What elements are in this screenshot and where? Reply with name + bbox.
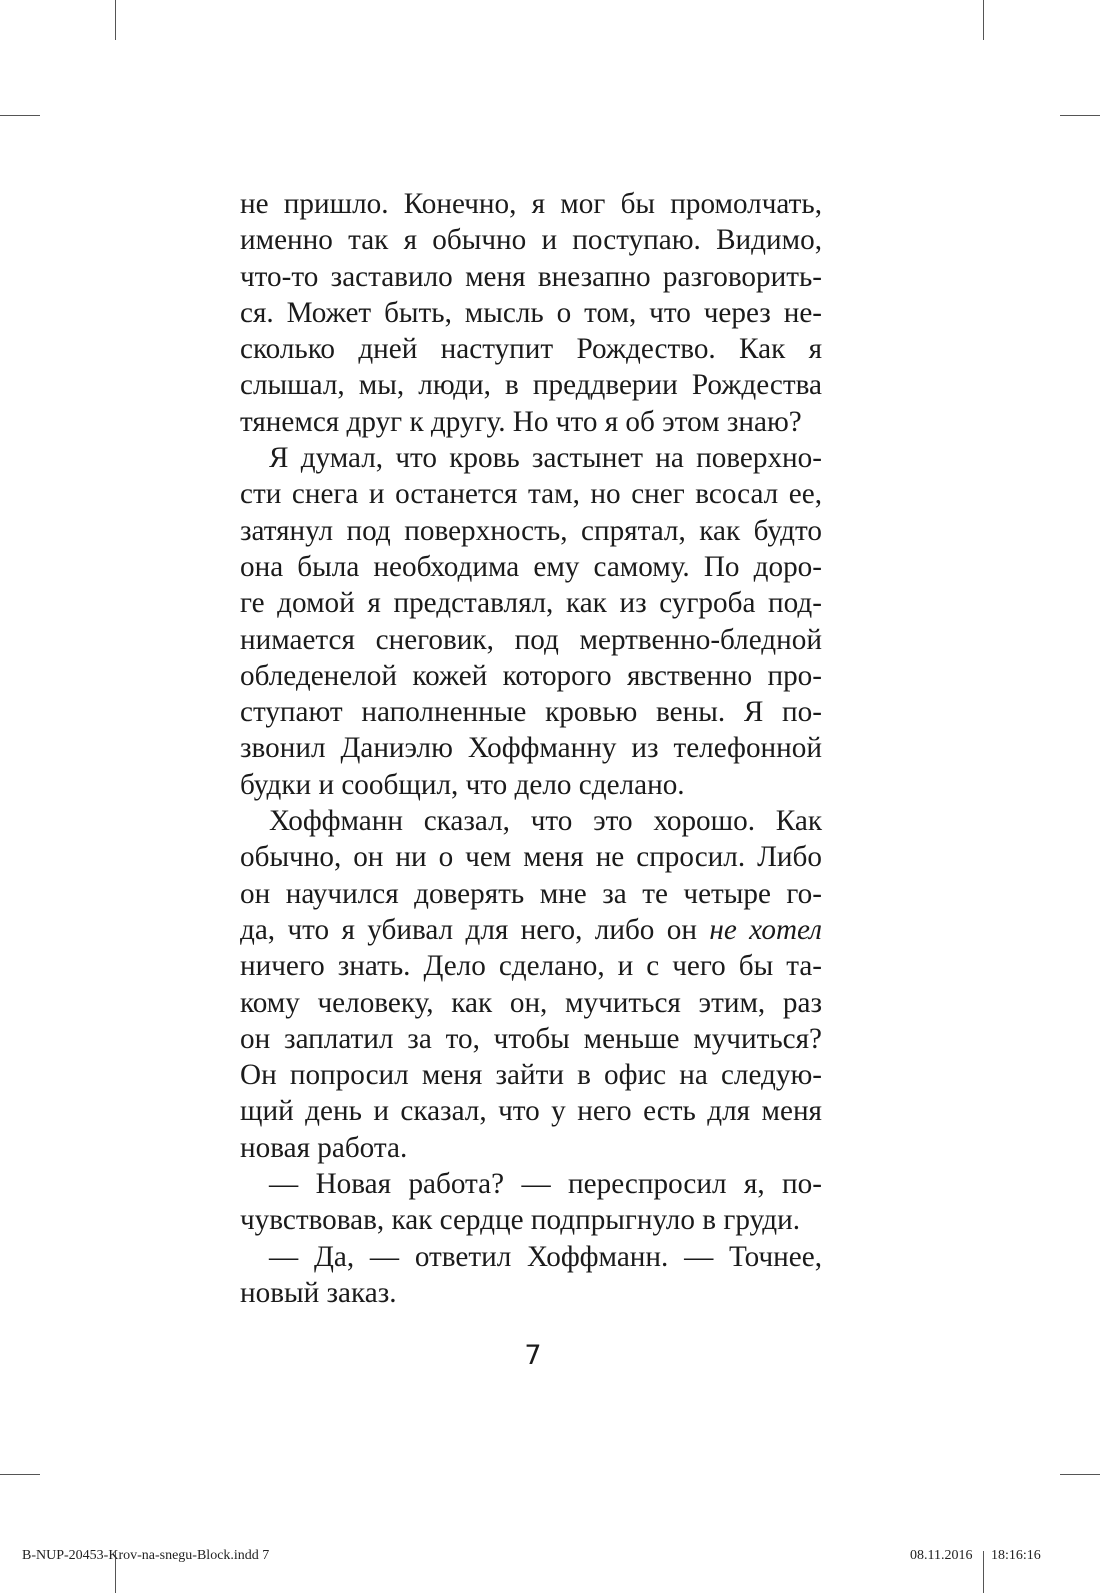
slug-time: 18:16:16: [991, 1548, 1041, 1563]
text-line: сколько дней наступит Рождество. Как я: [240, 333, 822, 366]
text-line: обычно, он ни о чем меня не спросил. Либо: [240, 841, 822, 874]
text-line: нимается снеговик, под мертвенно-бледной: [240, 623, 822, 656]
dialogue-line: чувствовав, как сердце подпрыгнуло в груди.: [240, 1204, 801, 1237]
text-line: Хоффманн сказал, что это хорошо. Как: [269, 805, 822, 838]
text-line: затянул под поверхность, спрятал, как будто: [240, 514, 822, 547]
body-text: [240, 186, 822, 1311]
crop-mark-bottom-right-horizontal: [1060, 1474, 1100, 1475]
crop-mark-bottom-left-horizontal: [0, 1474, 40, 1475]
text-line: Он попросил меня зайти в офис на следую-: [240, 1059, 822, 1092]
text-line: новая работа.: [240, 1131, 408, 1164]
text-line: он заплатил за то, чтобы меньше мучиться?: [240, 1022, 822, 1055]
italic-phrase: не хотел: [709, 913, 822, 946]
crop-mark-top-right-horizontal: [1060, 115, 1100, 116]
text-segment: да, что я убивал для него, либо он: [240, 913, 697, 946]
text-line: она была необходима ему самому. По доро-: [240, 550, 822, 583]
crop-mark-top-left-horizontal: [0, 115, 40, 116]
crop-mark-top-right-vertical: [983, 0, 984, 40]
text-line: звонил Даниэлю Хоффманну из телефонной: [240, 732, 822, 765]
crop-mark-top-left-vertical: [115, 0, 116, 40]
text-line: ничего знать. Дело сделано, и с чего бы та-: [240, 950, 822, 983]
text-line: ге домой я представлял, как из сугроба под-: [240, 587, 822, 620]
dialogue-line: — Новая работа? — переспросил я, по-: [269, 1168, 822, 1201]
text-line: не пришло. Конечно, я мог бы промолчать,: [240, 188, 822, 220]
page-number: 7: [524, 1340, 542, 1371]
text-line: будки и сообщил, что дело сделано.: [240, 768, 685, 801]
text-line: слышал, мы, люди, в преддверии Рождества: [240, 369, 822, 402]
text-line: тянемся друг к другу. Но что я об этом знаю?: [240, 405, 802, 438]
crop-mark-bottom-right-vertical: [983, 1551, 984, 1593]
text-line: что-то заставило меня внезапно разговорить-: [240, 260, 822, 293]
text-line: кому человеку, как он, мучиться этим, раз: [240, 986, 822, 1019]
slug-file-name: B-NUP-20453-Krov-na-snegu-Block.indd 7: [22, 1548, 270, 1563]
dialogue-line: — Да, — ответил Хоффманн. — Точнее,: [269, 1240, 822, 1273]
text-line: ся. Может быть, мысль о том, что через не-: [240, 296, 822, 329]
text-line: именно так я обычно и поступаю. Видимо,: [240, 224, 822, 257]
text-line: он научился доверять мне за те четыре го-: [240, 877, 822, 910]
slug-date: 08.11.2016: [910, 1548, 973, 1563]
dialogue-line: новый заказ.: [240, 1276, 397, 1309]
text-line: сти снега и останется там, но снег всосал ее,: [240, 478, 822, 511]
text-line: обледенелой кожей которого явственно про-: [240, 659, 822, 692]
text-line: [240, 912, 822, 948]
text-line: Я думал, что кровь застынет на поверхно-: [269, 442, 822, 475]
text-line: ступают наполненные кровью вены. Я по-: [240, 696, 822, 729]
text-line: щий день и сказал, что у него есть для меня: [240, 1095, 822, 1128]
